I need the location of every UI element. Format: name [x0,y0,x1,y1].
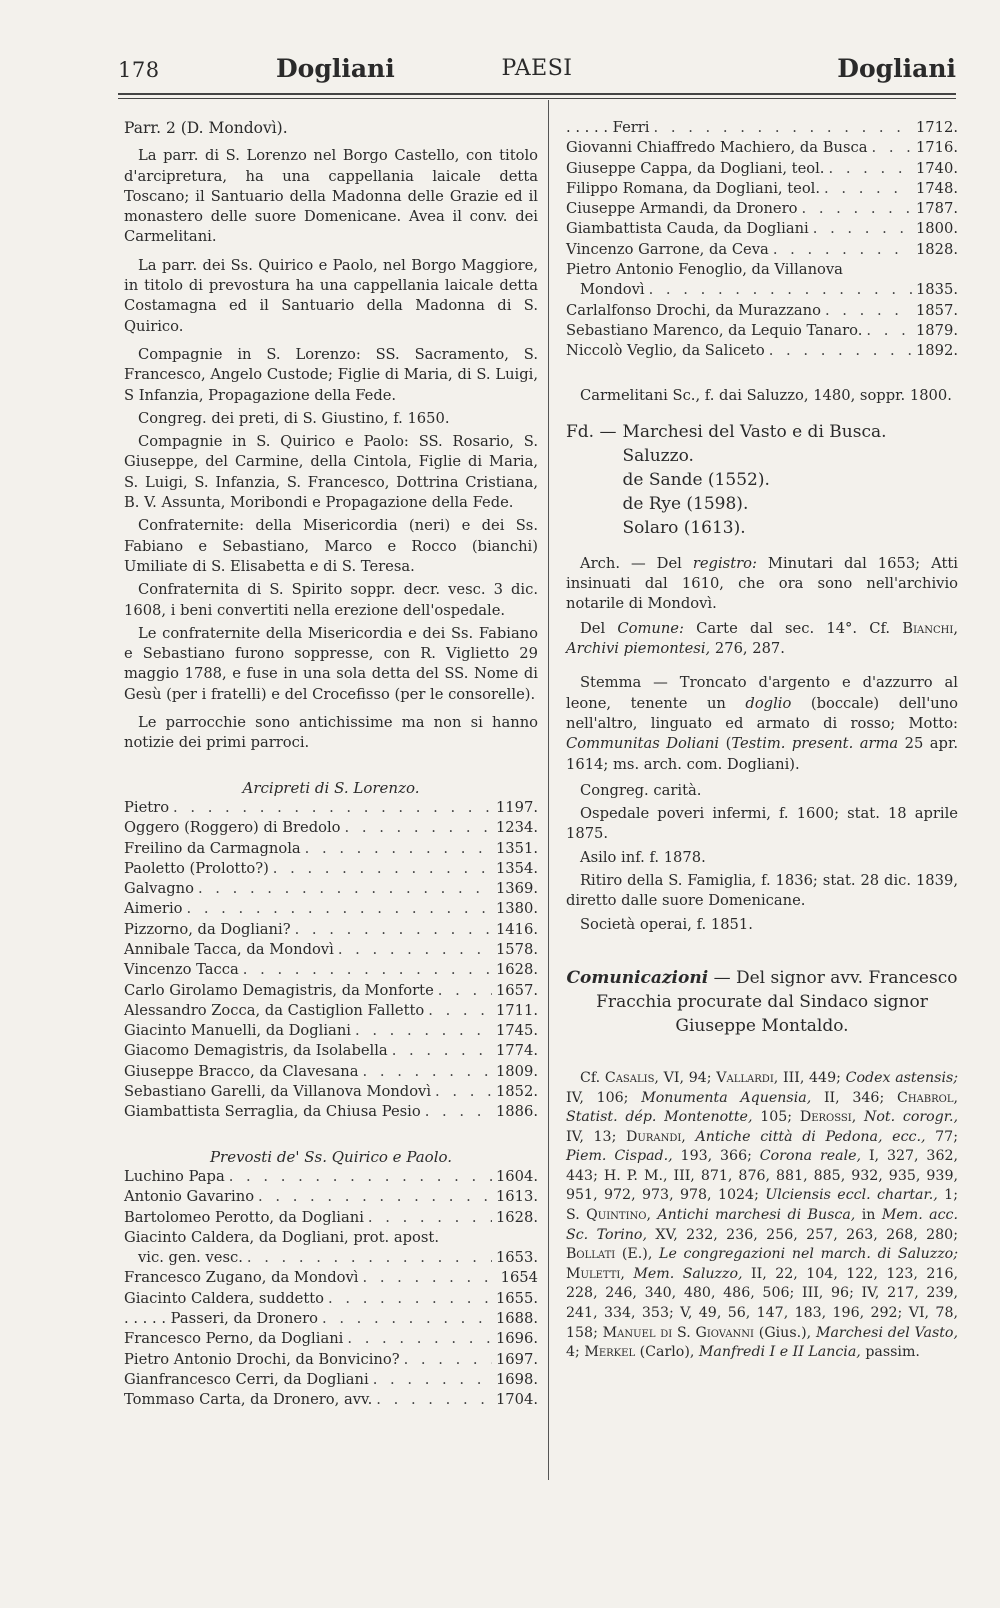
list-item-continuation [566,280,958,300]
feudatari-line: de Sande (1552). [622,469,770,490]
entry-year: 1351. [495,839,538,857]
entry-name: . . . . . Passeri, da Dronero [124,1310,318,1328]
arcipreti-title: Arcipreti di S. Lorenzo. [242,778,420,797]
entry-name: Giuseppe Bracco, da Clavesana [124,1062,359,1080]
entry-year: 1354. [495,859,538,877]
list-item [124,1329,538,1349]
list-item [124,1001,538,1021]
list-item [124,859,538,879]
entry-name: Bartolomeo Perotto, da Dogliani [124,1208,364,1226]
header-left-title: Dogliani [276,54,395,83]
entry-year: 1578. [495,940,538,958]
list-item [124,1370,538,1390]
entry-year: 1711. [495,1001,538,1019]
dot-leader [243,960,492,980]
parish-count: Parr. 2 (D. Mondovì). [124,119,288,137]
list-item [124,1268,538,1288]
entry-name: Carlalfonso Drochi, da Murazzano [566,301,821,319]
dot-leader [247,1248,492,1268]
list-item [566,301,958,321]
dot-leader [392,1041,492,1061]
dot-leader [438,981,492,1001]
entry-year: 1628. [495,1208,538,1226]
feudatari-line: Marchesi del Vasto e di Busca. [622,421,887,442]
entry-name: Pietro Antonio Drochi, da Bonvicino? [124,1350,400,1368]
list-item [566,138,958,158]
comunicazioni-heading: Comunicazioni — Del signor avv. Francesco Fracchia procurate dal Sindaco signor Giuseppe Montaldo. [566,967,958,1036]
feudatari-line: de Rye (1598). [622,493,749,514]
paragraph-comune: Del Comune: Carte dal sec. 14°. Cf. Bianchi, Archivi piemontesi, 276, 287. [566,619,958,658]
list-item [124,960,538,980]
entry-year: 1655. [495,1289,538,1307]
entry-name: Giacinto Caldera, da Dogliani, prot. apost. [124,1228,439,1246]
entry-year: 1697. [495,1350,538,1368]
entry-year: 1857. [915,301,958,319]
entry-year: 1748. [915,179,958,197]
paragraph-compagnie-quirico: Compagnie in S. Quirico e Paolo: SS. Rosario, S. Giuseppe, del Carmine, della Cintola, Figlie di Maria, S. Luigi, S. Infanzia, S. Francesco, Dottrina Cristiana, B. V. Assunta, Moribondi e Propagazione della Fede. [124,433,538,512]
list-item [124,1082,538,1102]
entry-name: Filippo Romana, da Dogliani, teol. [566,179,821,197]
entry-year: 1828. [915,240,958,258]
entry-year: 1688. [495,1310,538,1328]
dot-leader [824,179,912,199]
entry-name: Paoletto (Prolotto?) [124,859,269,877]
entry-name: Antonio Gavarino [124,1188,255,1206]
entry-name: Ciuseppe Armandi, da Dronero [566,200,798,218]
entry-name: Francesco Zugano, da Mondovì [124,1269,359,1287]
list-item [124,1228,538,1248]
entry-year: 1787. [915,200,958,218]
list-item [566,159,958,179]
entry-year: 1698. [495,1370,538,1388]
list-item [124,1390,538,1410]
right-column [566,118,958,1363]
entry-name: Giovanni Chiaffredo Machiero, da Busca [566,139,868,157]
paragraph-asilo: Asilo inf. f. 1878. [580,848,706,866]
list-item [124,940,538,960]
entry-name: Tommaso Carta, da Dronero, avv. [124,1391,373,1409]
entry-year: 1745. [495,1022,538,1040]
entry-year: 1653. [495,1249,538,1267]
dot-leader [773,240,912,260]
header-rule-thin [118,98,956,99]
dot-leader [872,138,912,158]
list-item [124,1187,538,1207]
list-item [124,1208,538,1228]
dot-leader [373,1370,492,1390]
dot-leader [322,1309,492,1329]
entry-year: 1613. [495,1188,538,1206]
entry-year: 1879. [915,321,958,339]
dot-leader [229,1167,492,1187]
dot-leader [828,159,911,179]
list-item [566,341,958,361]
entry-name: Pietro [124,798,170,816]
list-item [566,219,958,239]
dot-leader [173,798,492,818]
dot-leader [345,818,492,838]
dot-leader [649,280,912,300]
list-item [124,1289,538,1309]
header-rule [118,93,956,95]
list-item [124,798,538,818]
header-right-title: Dogliani [837,54,956,83]
entry-name: Giacomo Demagistris, da Isolabella [124,1042,388,1060]
column-divider [548,100,549,1480]
list-item [124,1309,538,1329]
entry-name: Sebastiano Garelli, da Villanova Mondovì [124,1083,432,1101]
entry-year: 1628. [495,961,538,979]
dot-leader [825,301,912,321]
list-item [124,1021,538,1041]
entry-name-continuation: Mondovì [580,281,645,299]
page-header [118,50,956,90]
entry-name: Francesco Perno, da Dogliani [124,1330,344,1348]
dot-leader [187,899,492,919]
list-item [124,1041,538,1061]
dot-leader [363,1062,492,1082]
entry-year: 1696. [495,1330,538,1348]
dot-leader [425,1102,492,1122]
entry-name: Pizzorno, da Dogliani? [124,920,291,938]
entry-name: Pietro Antonio Fenoglio, da Villanova [566,261,843,279]
entry-name: Luchino Papa [124,1167,225,1185]
header-center-title: PAESI [501,56,573,81]
paragraph-bibliografia: Cf. Casalis, VI, 94; Vallardi, III, 449; Codex astensis; IV, 106; Monumenta Aquensia, II, 346; Chabrol, Statist. dép. Montenotte, 105; Derossi, Not. corogr., IV, 13; Durandi, Antiche città di Pedona, ecc., 77; Piem. Cispad., 193, 366; Corona reale, I, 327, 362, 443; H. P. M., III, 871, 876, 881, 885, 932, 935, 939, 951, 972, 973, 978, 1024; Ulciensis eccl. chartar., 1; S. Quintino, Antichi marchesi di Busca, in Mem. acc. Sc. Torino, XV, 232, 236, 256, 257, 263, 268, 280; Bollati (E.), Le congregazioni nel march. di Saluzzo; Muletti, Mem. Saluzzo, II, 22, 104, 122, 123, 216, 228, 246, 340, 480, 486, 506; III, 96; IV, 217, 239, 241, 334, 353; V, 49, 56, 147, 183, 196, 292; VI, 78, 158; Manuel di S. Giovanni (Gius.), Marchesi del Vasto, 4; Merkel (Carlo), Manfredi I e II Lancia, passim. [566,1069,959,1361]
list-item [124,981,538,1001]
list-item-continuation [124,1248,538,1268]
entry-name: Niccolò Veglio, da Saliceto [566,342,765,360]
paragraph-confraternite: Confraternite: della Misericordia (neri) e dei Ss. Fabiano e Sebastiano, Marco e Rocco (bianchi) Umiliate di S. Elisabetta e di S. Teresa. [124,517,538,575]
dot-leader [305,839,492,859]
entry-name: Freilino da Carmagnola [124,839,301,857]
page-number: 178 [118,58,160,82]
feudatari-block [566,420,958,540]
entry-name: Annibale Tacca, da Mondovì [124,940,334,958]
dot-leader [355,1021,492,1041]
dot-leader [801,199,911,219]
entry-name-continuation: vic. gen. vesc. [138,1249,243,1267]
entry-year: 1716. [915,139,958,157]
list-item [124,899,538,919]
paragraph-ospedale: Ospedale poveri infermi, f. 1600; stat. 18 aprile 1875. [566,805,958,843]
entry-year: 1774. [495,1042,538,1060]
entry-year: 1809. [495,1062,538,1080]
entry-year: 1835. [915,281,958,299]
list-item [124,1102,538,1122]
feudatari-line: Saluzzo. [622,445,694,466]
entry-name: Giuseppe Cappa, da Dogliani, teol. [566,159,825,177]
entry-name: Vincenzo Tacca [124,961,239,979]
dot-leader [435,1082,492,1102]
entry-year: 1657. [495,981,538,999]
entry-name: Aimerio [124,900,183,918]
entry-name: Vincenzo Garrone, da Ceva [566,240,769,258]
entry-year: 1852. [495,1083,538,1101]
paragraph-soppressione: Le confraternite della Misericordia e dei Ss. Fabiano e Sebastiano furono soppresse, con R. Viglietto 29 maggio 1788, e fuse in una sola detta del SS. Nome di Gesù (per i fratelli) e del Crocefisso (per le consorelle). [124,624,538,703]
paragraph-congreg-carita: Congreg. carità. [580,781,702,799]
feudatari-line: Solaro (1613). [622,517,746,538]
entry-year: 1712. [915,119,958,136]
list-item [124,879,538,899]
dot-leader [376,1390,492,1410]
entry-year: 1886. [495,1103,538,1121]
prevosti-title: Prevosti de' Ss. Quirico e Paolo. [209,1147,453,1166]
entry-name: Sebastiano Marenco, da Lequio Tanaro. [566,321,863,339]
paragraph-confraternita-spirito: Confraternita di S. Spirito soppr. decr. vesc. 3 dic. 1608, i beni convertiti nella erezione dell'ospedale. [124,581,538,619]
paragraph-san-lorenzo: La parr. di S. Lorenzo nel Borgo Castello, con titolo d'arcipretura, ha una cappellania laicale detta Toscano; il Santuario della Madonna delle Grazie ed il monastero delle suore Domenicane. Avea il conv. dei Carmelitani. [124,147,538,246]
entry-name: Carlo Girolamo Demagistris, da Monforte [124,981,434,999]
entry-name: Galvagno [124,880,194,898]
dot-leader [404,1350,492,1370]
paragraph-carmelitani: Carmelitani Sc., f. dai Saluzzo, 1480, soppr. 1800. [580,386,952,404]
entry-name: Giacinto Caldera, suddetto [124,1289,325,1307]
dot-leader [363,1268,497,1288]
dot-leader [198,879,492,899]
prevosti-continuation-list [566,118,958,362]
left-column [124,118,538,1411]
paragraph-quirico-paolo: La parr. dei Ss. Quirico e Paolo, nel Borgo Maggiore, in titolo di prevostura ha una cappellania laicale detta Costamagna ed il Santuario della Madonna di S. Quirico. [124,256,538,335]
entry-year: 1197. [495,798,538,816]
list-item [124,920,538,940]
paragraph-ritiro: Ritiro della S. Famiglia, f. 1836; stat. 28 dic. 1839, diretto dalle suore Domenicane. [566,872,958,910]
paragraph-congreg-preti: Congreg. dei preti, di S. Giustino, f. 1650. [138,409,450,427]
entry-year: 1380. [495,900,538,918]
list-item [124,818,538,838]
dot-leader [328,1289,492,1309]
entry-year: 1604. [495,1167,538,1185]
entry-name: Oggero (Roggero) di Bredolo [124,819,341,837]
paragraph-parrocchie: Le parrocchie sono antichissime ma non si hanno notizie dei primi parroci. [124,714,538,752]
dot-leader [347,1329,492,1349]
list-item [124,1350,538,1370]
entry-year: 1369. [495,880,538,898]
arcipreti-list [124,798,538,1123]
dot-leader [813,219,912,239]
entry-year: 1654 [500,1269,538,1287]
dot-leader [654,118,912,138]
paragraph-compagnie-lorenzo: Compagnie in S. Lorenzo: SS. Sacramento, S. Francesco, Angelo Custode; Figlie di Maria, di S. Luigi, S Infanzia, Propagazione della Fede. [124,345,538,404]
entry-name: . . . . . Ferri [566,119,650,136]
list-item [566,118,958,138]
list-item [566,179,958,199]
dot-leader [338,940,492,960]
dot-leader [258,1187,492,1207]
paragraph-societa: Società operai, f. 1851. [580,915,753,933]
entry-name: Gianfrancesco Cerri, da Dogliani [124,1370,369,1388]
paragraph-stemma: Stemma — Troncato d'argento e d'azzurro al leone, tenente un doglio (boccale) dell'uno nell'altro, linguato ed armato di rosso; Motto: Communitas Doliani (Testim. present. arma 25 apr. 1614; ms. arch. com. Dogliani). [566,674,959,773]
list-item [124,1167,538,1187]
prevosti-list [124,1167,538,1411]
dot-leader [428,1001,492,1021]
dot-leader [866,321,912,341]
dot-leader [295,920,492,940]
entry-name: Giacinto Manuelli, da Dogliani [124,1022,351,1040]
list-item [124,1062,538,1082]
dot-leader [769,341,912,361]
entry-year: 1416. [495,920,538,938]
feudatari-label: Fd. — [566,421,617,442]
entry-name: Giambattista Cauda, da Dogliani [566,220,809,238]
list-item [566,321,958,341]
dot-leader [368,1208,492,1228]
paragraph-archivio: Arch. — Del registro: Minutari dal 1653; Atti insinuati dal 1610, che ora sono nell'archivio notarile di Mondovì. [566,554,958,613]
list-item [124,839,538,859]
entry-year: 1234. [495,819,538,837]
list-item [566,199,958,219]
entry-year: 1800. [915,220,958,238]
entry-year: 1740. [915,159,958,177]
entry-year: 1892. [915,342,958,360]
entry-year: 1704. [495,1391,538,1409]
dot-leader [273,859,492,879]
entry-name: Giambattista Serraglia, da Chiusa Pesio [124,1103,421,1121]
list-item [566,260,958,280]
entry-name: Alessandro Zocca, da Castiglion Falletto [124,1001,425,1019]
feudatari-lines [623,420,959,540]
list-item [566,240,958,260]
